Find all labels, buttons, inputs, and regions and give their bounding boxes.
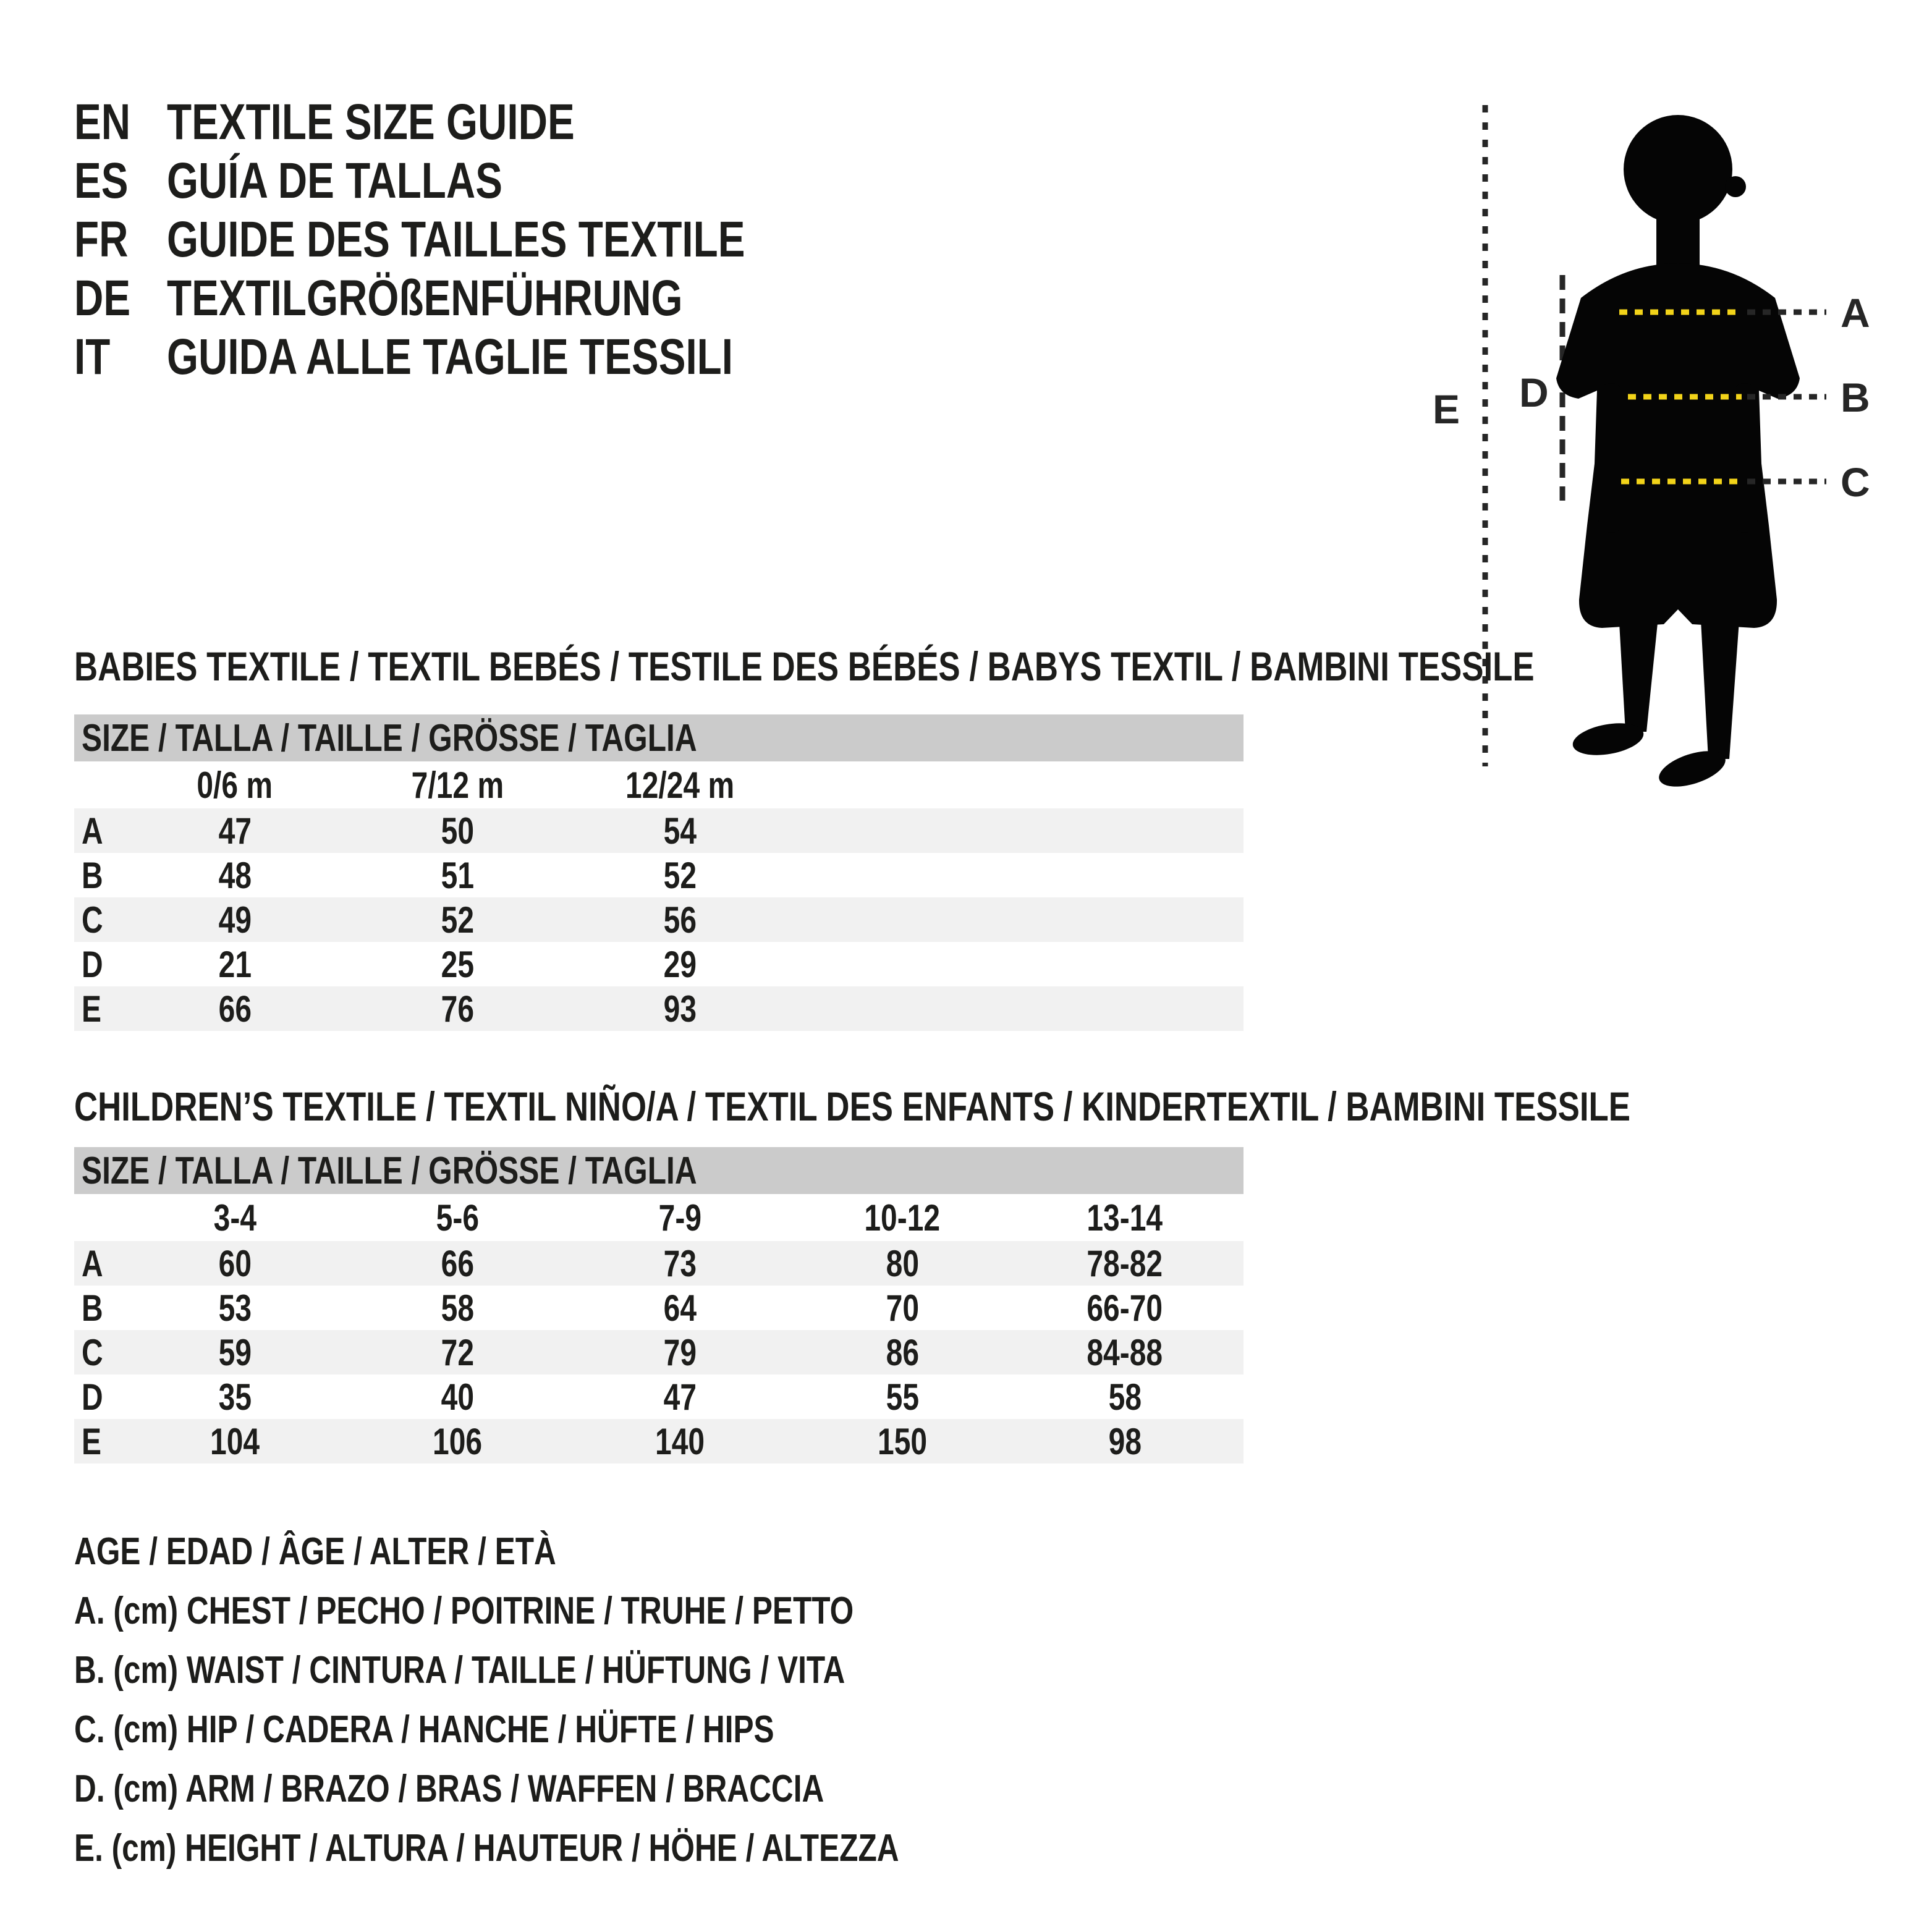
cell: 35 [218,1376,252,1418]
cell: 98 [1108,1420,1142,1462]
silhouette-ear [1725,176,1746,197]
column-header: 10-12 [864,1197,941,1239]
child-silhouette-diagram [1415,93,1932,803]
cell: 55 [886,1376,919,1418]
cell: 86 [886,1331,919,1373]
column-header: 12/24 m [625,764,735,806]
cell: 53 [218,1287,252,1329]
cell: 47 [663,1376,697,1418]
cell: 50 [441,810,474,852]
cell: 79 [663,1331,697,1373]
lang-row-es [74,151,889,210]
guide-title: GUIDA ALLE TAGLIE TESSILI [167,328,733,385]
size-header-bar: SIZE / TALLA / TAILLE / GRÖSSE / TAGLIA [74,714,1244,761]
cell: 52 [441,899,474,941]
column-header: 0/6 m [197,764,273,806]
cell: 58 [441,1287,474,1329]
cell: 72 [441,1331,474,1373]
children-section-title: CHILDREN’S TEXTILE / TEXTIL NIÑO/A / TEXTIL DES ENFANTS / KINDERTEXTIL / BAMBINI TESSILE [74,1083,1630,1129]
table-row [74,808,1244,853]
label-a-chest: A [1841,290,1870,336]
cell: 25 [441,943,474,985]
measurement-figure [1415,93,1932,803]
guide-title: GUÍA DE TALLAS [167,152,502,209]
lang-row-de [74,269,889,328]
cell: 60 [218,1242,252,1284]
lang-code: EN [74,93,131,150]
lang-row-fr [74,210,889,269]
silhouette-right-arm [1732,383,1758,533]
table-row [74,1286,1244,1330]
cell: 51 [441,854,474,896]
cell: 93 [663,988,697,1030]
cell: 80 [886,1242,919,1284]
silhouette-right-leg [1701,621,1739,759]
cell: 47 [218,810,252,852]
table-row [74,853,1244,897]
silhouette-body [1556,263,1800,628]
cell: 21 [218,943,252,985]
children-size-table [74,1147,1244,1464]
table-row [74,1419,1244,1464]
cell: 66 [441,1242,474,1284]
cell: 76 [441,988,474,1030]
table-row [74,897,1244,942]
label-c-hip: C [1841,459,1870,505]
column-header: 13-14 [1087,1197,1163,1239]
column-header-row [74,761,1244,808]
child-silhouette [1556,115,1800,794]
lang-code: ES [74,152,129,209]
size-header-bar: SIZE / TALLA / TAILLE / GRÖSSE / TAGLIA [74,1147,1244,1194]
row-label: A [82,1242,103,1284]
cell: 66-70 [1087,1287,1163,1329]
cell: 106 [432,1420,483,1462]
cell: 59 [218,1331,252,1373]
table-row [74,1375,1244,1419]
cell: 40 [441,1376,474,1418]
table-row [74,1241,1244,1286]
cell: 64 [663,1287,697,1329]
legend-line-height: E. (cm) HEIGHT / ALTURA / HAUTEUR / HÖHE / ALTEZZA [74,1826,899,1870]
cell: 140 [655,1420,705,1462]
cell: 70 [886,1287,919,1329]
legend-line-waist: B. (cm) WAIST / CINTURA / TAILLE / HÜFTUNG / VITA [74,1648,845,1692]
row-label: D [82,943,103,985]
cell: 104 [210,1420,260,1462]
cell: 150 [877,1420,928,1462]
column-header-row [74,1194,1244,1241]
legend-line-age: AGE / EDAD / ÂGE / ALTER / ETÀ [74,1530,556,1573]
cell: 84-88 [1087,1331,1163,1373]
cell: 48 [218,854,252,896]
row-label: C [82,899,103,941]
column-header: 3-4 [213,1197,256,1239]
row-label: E [82,1420,102,1462]
legend-line-hip: C. (cm) HIP / CADERA / HANCHE / HÜFTE / HIPS [74,1708,774,1751]
silhouette-left-arm [1598,383,1624,533]
row-label: E [82,988,102,1030]
legend-line-arm: D. (cm) ARM / BRAZO / BRAS / WAFFEN / BRACCIA [74,1767,824,1810]
cell: 58 [1108,1376,1142,1418]
measurement-legend [74,1522,1105,1878]
lang-code: DE [74,269,131,326]
cell: 73 [663,1242,697,1284]
column-header: 5-6 [436,1197,479,1239]
language-header [74,93,889,386]
label-b-waist: B [1841,375,1870,420]
guide-title: TEXTILE SIZE GUIDE [167,93,575,150]
lang-code: FR [74,211,129,268]
lang-code: IT [74,328,111,385]
column-header: 7-9 [658,1197,701,1239]
guide-title: TEXTILGRÖßENFÜHRUNG [167,269,683,326]
lang-row-it [74,328,889,386]
lang-row-en [74,93,889,151]
cell: 29 [663,943,697,985]
column-header: 7/12 m [411,764,504,806]
cell: 66 [218,988,252,1030]
cell: 54 [663,810,697,852]
row-label: C [82,1331,103,1373]
babies-size-table [74,714,1244,1031]
cell: 56 [663,899,697,941]
guide-title: GUIDE DES TAILLES TEXTILE [167,211,745,268]
row-label: B [82,854,103,896]
row-label: B [82,1287,103,1329]
legend-line-chest: A. (cm) CHEST / PECHO / POITRINE / TRUHE / PETTO [74,1589,854,1632]
label-e-height: E [1433,386,1460,432]
row-label: D [82,1376,103,1418]
table-row [74,942,1244,986]
row-label: A [82,810,103,852]
cell: 49 [218,899,252,941]
cell: 78-82 [1087,1242,1163,1284]
cell: 52 [663,854,697,896]
babies-section-title: BABIES TEXTILE / TEXTIL BEBÉS / TESTILE DES BÉBÉS / BABYS TEXTIL / BAMBINI TESSILE [74,643,1535,689]
label-d-arm: D [1519,370,1549,415]
table-row [74,1330,1244,1375]
table-row [74,986,1244,1031]
